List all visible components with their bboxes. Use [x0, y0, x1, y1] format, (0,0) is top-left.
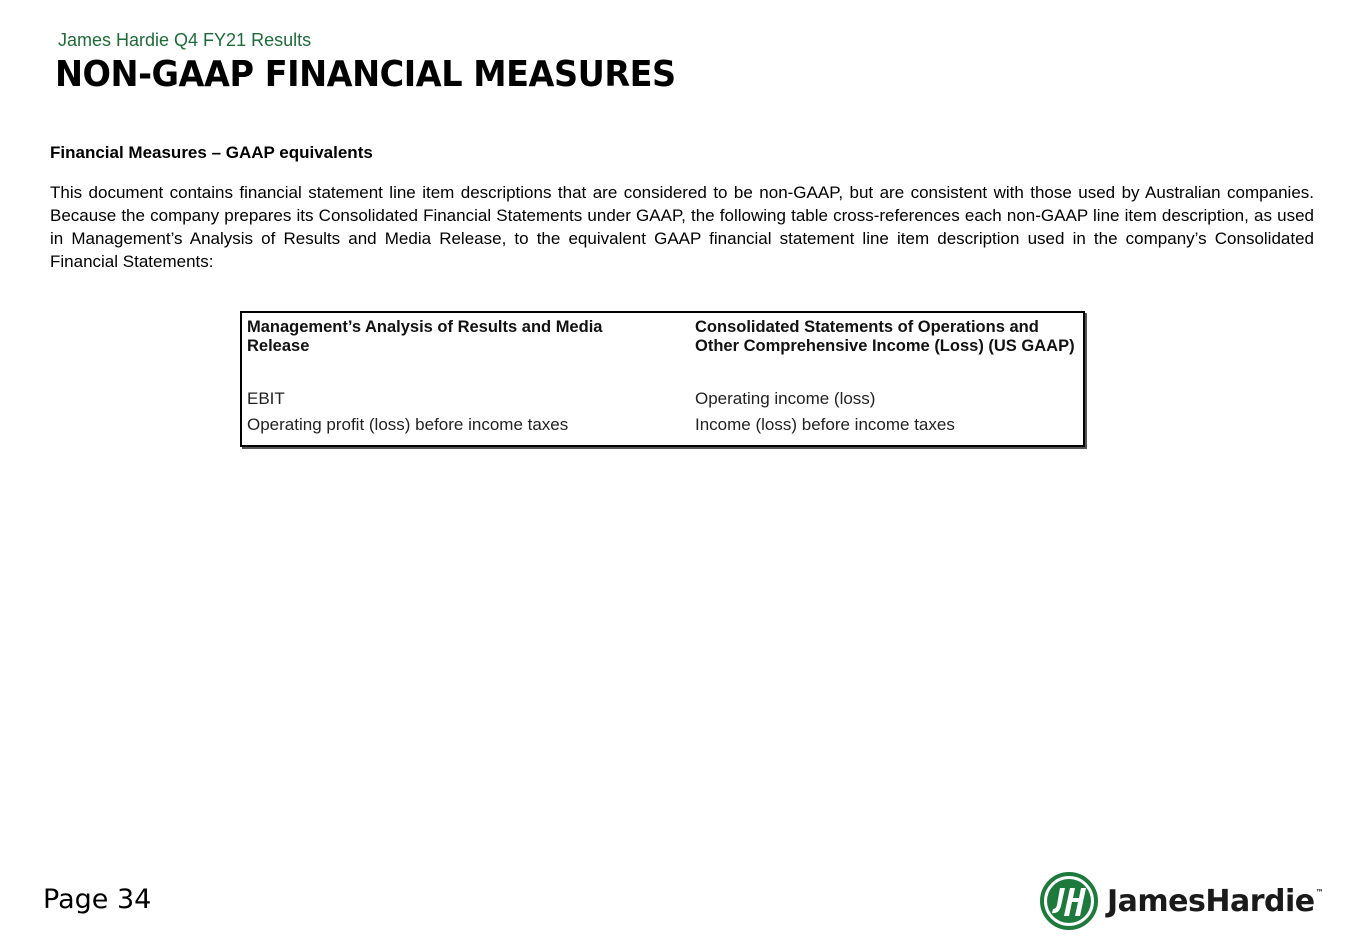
cross-reference-table: [240, 311, 1085, 447]
table-cell: EBIT: [247, 389, 285, 408]
logo-wordmark: JamesHardie: [1107, 883, 1315, 919]
company-logo: [1040, 872, 1324, 930]
table-cell: Operating profit (loss) before income taxes: [247, 415, 569, 434]
table-cell: Income (loss) before income taxes: [695, 415, 955, 434]
james-hardie-jh-logo-icon: [1040, 872, 1098, 930]
table-header-right: Consolidated Statements of Operations and Other Comprehensive Income (Loss) (US GAAP): [695, 318, 1075, 355]
page-number: Page 34: [43, 884, 152, 915]
logo-trademark: ™: [1315, 888, 1324, 897]
table-cell: Operating income (loss): [695, 389, 876, 408]
body-paragraph: This document contains financial statement line item descriptions that are considered to be non-GAAP, but are consistent with those used by Australian companies. Because the company prepares its Consolidated Financial Statements under GAAP, the following table cross-references each non-GAAP line item description, as used in Management’s Analysis of Results and Media Release, to the equivalent GAAP financial statement line item description used in the company’s Consolidated Financial Statements:: [50, 183, 1314, 271]
section-heading: Financial Measures – GAAP equivalents: [50, 143, 373, 162]
supertitle: James Hardie Q4 FY21 Results: [58, 30, 312, 50]
page-title: NON-GAAP FINANCIAL MEASURES: [55, 54, 676, 95]
table-header-left: Management’s Analysis of Results and Media Release: [247, 318, 603, 355]
